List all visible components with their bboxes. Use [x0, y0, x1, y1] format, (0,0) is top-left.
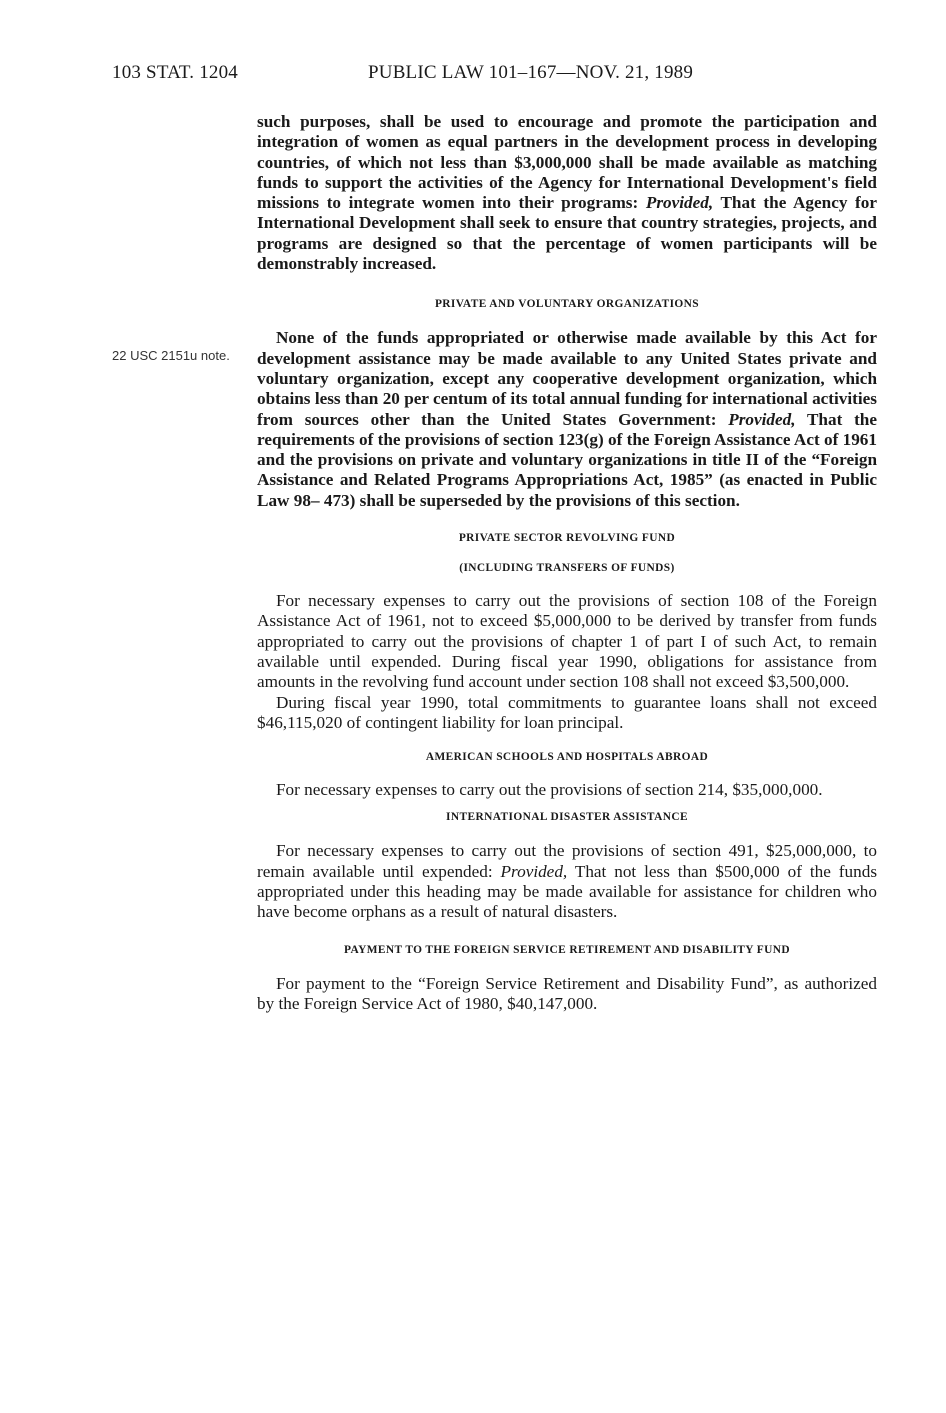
pvo-text-after-proviso: That the requirements of the provisions of section 123(g) of the Foreign Assistance Act of 1961 and the provisions on private and voluntary organizations in title II of the “Foreign Assistance and Related Programs Appropriations Act, 1985” (as enacted in Public Law 98– 473) shall be superseded by the provisions of this section.	[257, 409, 877, 510]
revolving-fund-paragraph-1: For necessary expenses to carry out the provisions of section 108 of the Foreign Assistance Act of 1961, not to exceed $5,000,000 to be derived by transfer from funds appropriated to carry out the provisions of chapter 1 of part I of such Act, to remain available until expended. During fiscal year 1990, obligations for assistance from amounts in the revolving fund account under section 108 shall not exceed $3,500,000.	[257, 591, 877, 692]
retirement-fund-paragraph: For payment to the “Foreign Service Retirement and Disability Fund”, as authorized by the Foreign Service Act of 1980, $40,147,000.	[257, 973, 877, 1013]
intro-paragraph	[257, 112, 877, 274]
disaster-proviso: Provided,	[500, 861, 568, 881]
disaster-text-after-proviso: That not less than $500,000 of the funds appropriated under this heading may be made available for assistance for children who have become orphans as a result of natural disasters.	[257, 861, 878, 922]
intro-proviso: Provided,	[645, 193, 714, 213]
margin-note-usc-citation: 22 USC 2151u note.	[112, 348, 230, 363]
schools-hospitals-heading: AMERICAN SCHOOLS AND HOSPITALS ABROAD	[425, 751, 709, 764]
pvo-proviso: Provided,	[728, 409, 796, 429]
pvo-paragraph	[257, 328, 877, 511]
revolving-fund-subheading: (INCLUDING TRANSFERS OF FUNDS)	[459, 562, 675, 575]
revolving-fund-heading: PRIVATE SECTOR REVOLVING FUND	[458, 532, 676, 545]
page-header	[112, 62, 882, 88]
schools-hospitals-paragraph: For necessary expenses to carry out the provisions of section 214, $35,000,000.	[276, 780, 823, 800]
main-text-column	[257, 112, 877, 1014]
disaster-text-before-proviso: For necessary expenses to carry out the provisions of section 491, $25,000,000, to remain available until expended:	[257, 841, 877, 881]
revolving-fund-paragraph-2: During fiscal year 1990, total commitments to guarantee loans shall not exceed $46,115,020 of contingent liability for loan principal.	[257, 692, 877, 732]
statute-reference: 103 STAT. 1204	[112, 62, 239, 83]
disaster-assistance-paragraph	[257, 841, 877, 922]
pvo-heading: PRIVATE AND VOLUNTARY ORGANIZATIONS	[434, 298, 700, 311]
retirement-fund-heading: PAYMENT TO THE FOREIGN SERVICE RETIREMENT AND DISABILITY FUND	[344, 943, 790, 956]
intro-text-after-proviso: That the Agency for International Development shall seek to ensure that country strategies, projects, and programs are designed so that the percentage of women participants will be demonstrably increased.	[257, 193, 877, 274]
intro-text-before-proviso: such purposes, shall be used to encourage and promote the participation and integration of women as equal partners in the development process in developing countries, of which not less than $3,000,000 shall be made available as matching funds to support the activities of the Agency for International Development's field missions to integrate women into their programs:	[257, 112, 877, 213]
public-law-reference: PUBLIC LAW 101–167—NOV. 21, 1989	[368, 62, 694, 83]
pvo-text-before-proviso: None of the funds appropriated or otherwise made available by this Act for development assistance may be made available to any United States private and voluntary organization, except any cooperative development organization, which obtains less than 20 per centum of its total annual funding for international activities from sources other than the United States Government:	[257, 328, 877, 429]
disaster-assistance-heading: INTERNATIONAL DISASTER ASSISTANCE	[446, 811, 688, 824]
